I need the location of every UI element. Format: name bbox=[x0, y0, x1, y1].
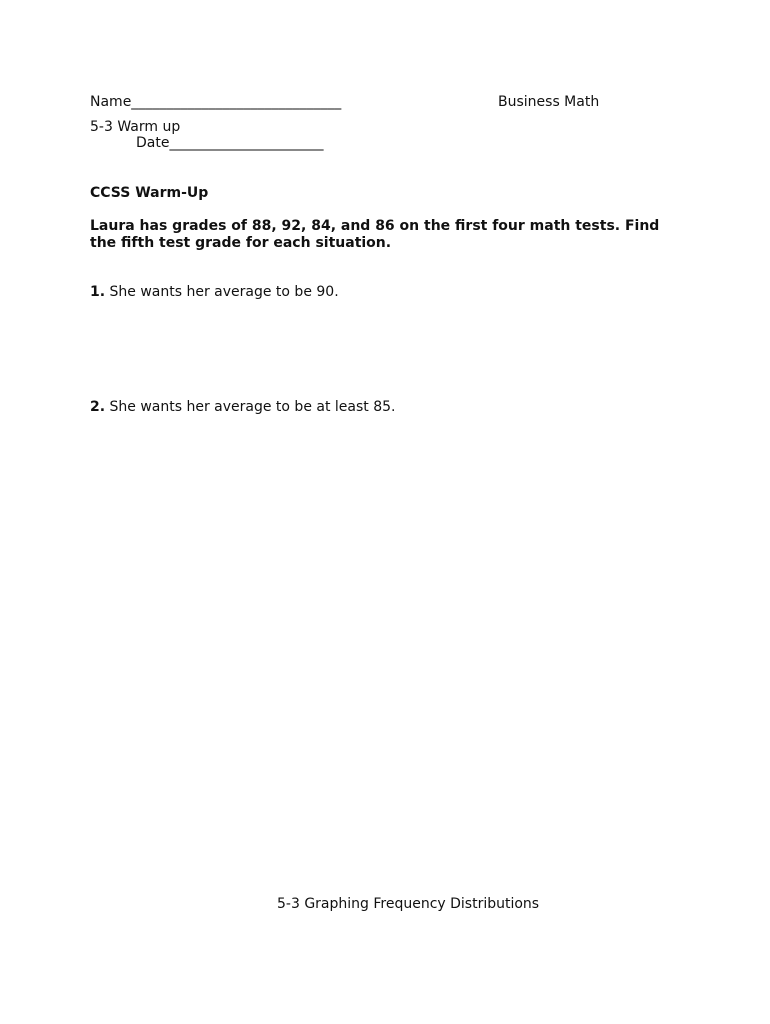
page-footer: 5-3 Graphing Frequency Distributions bbox=[277, 896, 540, 912]
warmup-label: 5-3 Warm up bbox=[90, 119, 181, 135]
section-title: CCSS Warm-Up bbox=[90, 185, 209, 201]
name-field-line: Name______________________________ bbox=[90, 94, 342, 110]
date-field-line: Date______________________ bbox=[136, 135, 324, 151]
problem-prompt: Laura has grades of 88, 92, 84, and 86 on the first four math tests. Find the fifth test grade for each situation. bbox=[90, 218, 660, 251]
question-2-number: 2. bbox=[90, 399, 106, 415]
question-2 bbox=[90, 399, 395, 416]
question-1-number: 1. bbox=[90, 284, 106, 300]
question-1 bbox=[90, 284, 339, 301]
question-1-text: She wants her average to be 90. bbox=[109, 284, 339, 300]
course-title: Business Math bbox=[498, 94, 600, 110]
question-2-text: She wants her average to be at least 85. bbox=[109, 399, 396, 415]
